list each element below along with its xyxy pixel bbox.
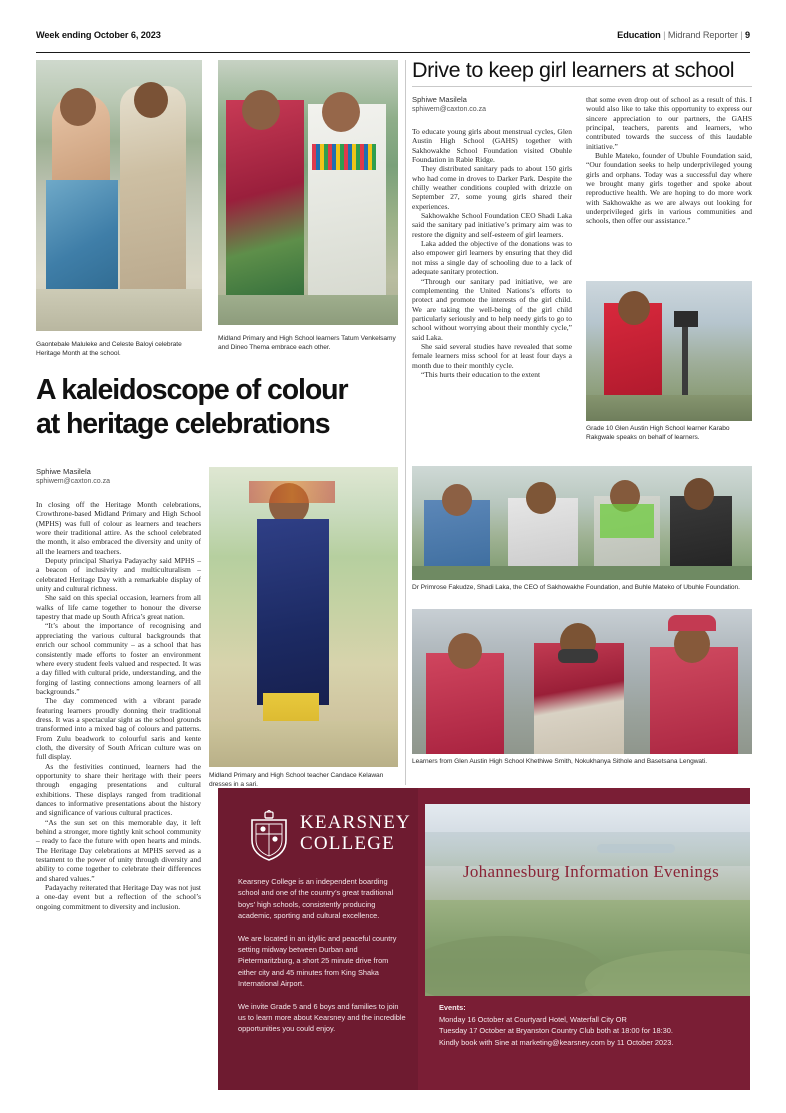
secondary-byline (412, 95, 572, 114)
advert-photo-title: Johannesburg Information Evenings (462, 862, 720, 881)
masthead (36, 30, 750, 53)
secondary-paragraph: “Through our sanitary pad initiative, we are complementing the United Nations’s efforts to protect and promote the interests of the girl child. We are taking the well-being of the girl child particularly seriously and to help needy girls to go to school without worrying about their monthly cycle,” said Laka. (412, 276, 572, 342)
secondary-story-column-left (412, 127, 572, 379)
masthead-separator-1: | (663, 30, 666, 40)
advert-event-item: Kindly book with Sine at marketing@kearsney.com by 11 October 2023. (439, 1037, 674, 1047)
masthead-publication: Midrand Reporter (667, 30, 738, 40)
advert-paragraph: Kearsney College is an independent boarding school and one of the country’s great traditional boys’ high schools, consistently producing academic, sporting and cultural excellence. (238, 877, 394, 921)
caption-photo-4: Grade 10 Glen Austin High School learner Karabo Rakgwale speaks on behalf of learners. (586, 425, 730, 441)
caption-photo-6: Learners from Glen Austin High School Khethiwe Smith, Nokukhanya Sithole and Basetsana Lengwati. (412, 758, 708, 765)
caption-photo-1: Gaontebale Maluleke and Celeste Baloyi celebrate Heritage Month at the school. (36, 341, 182, 357)
advert-brand-line1: KEARSNEY (300, 812, 411, 833)
main-headline-line1: A kaleidoscope of colour (36, 374, 348, 406)
main-byline-author: Sphiwe Masilela (36, 467, 91, 476)
secondary-paragraph: “This hurts their education to the extent (421, 369, 541, 379)
advert-left-panel (218, 788, 418, 1090)
main-paragraph: In closing off the Heritage Month celebrations, Crowthrone-based Midland Primary and High School (MPHS) was full of colour as learners and teachers wore their traditional attire. As the school celebrated the month, it also embraced the diversity and unity of all the learners and teachers. (36, 500, 201, 556)
secondary-byline-author: Sphiwe Masilela (412, 95, 467, 104)
main-paragraph: “It’s about the importance of recognising and appreciating the various cultural backgrounds that enrich our school community – as a school that has consistently made efforts to foster an environment where every student feels valued and respected. It was a day filled with cultural pride, understanding, and the forging of lasting connections among learners of all backgrounds.” (36, 621, 201, 696)
secondary-headline-rule (412, 86, 752, 87)
secondary-paragraph: Laka added the objective of the donations was to also empower girl learners by ensuring that they did not miss a single day of schooling due to a lack of adequate sanitary protection. (412, 239, 572, 277)
main-byline (36, 467, 206, 486)
photo-learner-speaker (586, 281, 752, 421)
photo-heritage-two-women (36, 60, 202, 331)
secondary-story-column-right (586, 95, 752, 226)
secondary-paragraph: Sakhowakhe School Foundation CEO Shadi Laka said the sanitary pad initiative’s primary aim was to restore the dignity and self-esteem of girl learners. (412, 211, 572, 239)
masthead-separator-2: | (740, 30, 743, 40)
main-paragraph: Deputy principal Shariya Padayachy said MPHS – a beacon of inclusivity and multiculturalism – celebrated Heritage Day with a remarkable display of unity and cultural richness. (36, 556, 201, 594)
main-paragraph: “As the sun set on this memorable day, it left behind a stronger, more tightly knit school community – ready to face the future with open hearts and minds. The Heritage Day celebrations at MPHS served as a testament to the power of unity through diversity and ability to come together to celebrate their differences and shared values.” (36, 817, 201, 883)
secondary-paragraph: She said several studies have revealed that some female learners miss school for at least four days a month due to their monthly cycle. (412, 341, 572, 370)
secondary-paragraph: They distributed sanitary pads to about 150 girls who had come in droves to Darker Park. Despite the chilly weather conditions coupled with drizzle on September 27, some young girls shared their experiences. (412, 164, 572, 211)
masthead-section: Education (617, 30, 661, 40)
caption-photo-2: Midland Primary and High School learners Tatum Venkelsamy and Dineo Thema embrace each other. (218, 335, 396, 351)
secondary-paragraph: To educate young girls about menstrual cycles, Glen Austin High School (GAHS) together with Sakhowakhe School Foundation visited Obuhle Foundation in Rabie Ridge. (412, 127, 572, 165)
advert-brand (300, 812, 412, 854)
masthead-date: Week ending October 6, 2023 (36, 30, 161, 40)
advert-brand-line2: COLLEGE (300, 833, 395, 854)
secondary-paragraph: Buhle Mateko, founder of Ubuhle Foundation said, “Our foundation seeks to help underprivileged young girls and orphans. Today was a successful day where we brought many girls together and spoke about reproductive health. We are hoping to do more work with Sakhowakhe as we are always out looking for underprivileged girls in various communities and schools, then offer our assistance.” (586, 151, 752, 226)
main-paragraph: Padayachy reiterated that Heritage Day was not just a one-day event but a reflection of the school’s ongoing commitment to diversity and inclusion. (36, 883, 201, 911)
main-headline-line2: at heritage celebrations (36, 408, 330, 440)
advert-paragraph: We are located in an idyllic and peaceful country setting midway between Durban and Pietermaritzburg, a short 25 minute drive from either city and 45 minutes from King Shaka International Airport. (238, 933, 397, 989)
caption-photo-5: Dr Primrose Fakudze, Shadi Laka, the CEO of Sakhowakhe Foundation, and Buhle Mateko of Ubuhle Foundation. (412, 584, 740, 591)
main-paragraph: As the festivities continued, learners had the opportunity to share their heritage with their peers through engaging presentations and cultural exhibitions. These displays ranged from traditional dances to informative presentations about the history and significance of various cultural practices. (36, 761, 201, 818)
advert-event-item: Monday 16 October at Courtyard Hotel, Waterfall City OR (439, 1014, 627, 1024)
advert-event-item: Tuesday 17 October at Bryanston Country Club both at 18:00 for 18:30. (439, 1026, 673, 1036)
masthead-section-info (617, 30, 750, 40)
advert-events-label: Events: (439, 1003, 466, 1012)
photo-learners-embrace (218, 60, 398, 325)
caption-photo-3: Midland Primary and High School teacher Candace Kelawan dresses in a sari. (209, 772, 384, 788)
advert-landscape-photo (425, 804, 750, 996)
secondary-paragraph: that some even drop out of school as a result of this. I would also like to take this opportunity to express our sincere appreciation to our partners, the GAHS principal, teachers, parents and learners, who contributed towards the success of this laudable initiative.” (586, 95, 752, 151)
advert-paragraph: We invite Grade 5 and 6 boys and families to join us to learn more about Kearsney and the incredible opportunities you could enjoy. (238, 1001, 406, 1034)
kearsney-college-crest (248, 810, 290, 862)
advert-events (439, 1002, 745, 1048)
main-story-column (36, 500, 201, 911)
main-byline-email: sphiwem@caxton.co.za (36, 477, 111, 485)
photo-teacher-sari (209, 467, 398, 767)
main-paragraph: The day commenced with a vibrant parade featuring learners proudly donning their traditional dress. It was a spectacular sight as the school grounds transformed into a mixed bag of colours and patterns. From Zulu beadwork to colourful saris and kente cloth, the diversity of South African culture was on full display. (36, 696, 201, 762)
column-divider-left (405, 60, 406, 785)
advert-right-panel (425, 788, 750, 1090)
photo-three-women (412, 466, 752, 580)
advert-kearsney-college[interactable] (218, 788, 750, 1090)
advert-body-copy (238, 876, 406, 1046)
masthead-page-number: 9 (744, 30, 750, 40)
secondary-byline-email: sphiwem@caxton.co.za (412, 105, 487, 113)
main-paragraph: She said on this special occasion, learners from all walks of life came together to honour the diverse tapestry that made up South Africa’s great nation. (36, 593, 201, 622)
photo-three-learners (412, 609, 752, 754)
secondary-headline: Drive to keep girl learners at school (412, 58, 735, 82)
